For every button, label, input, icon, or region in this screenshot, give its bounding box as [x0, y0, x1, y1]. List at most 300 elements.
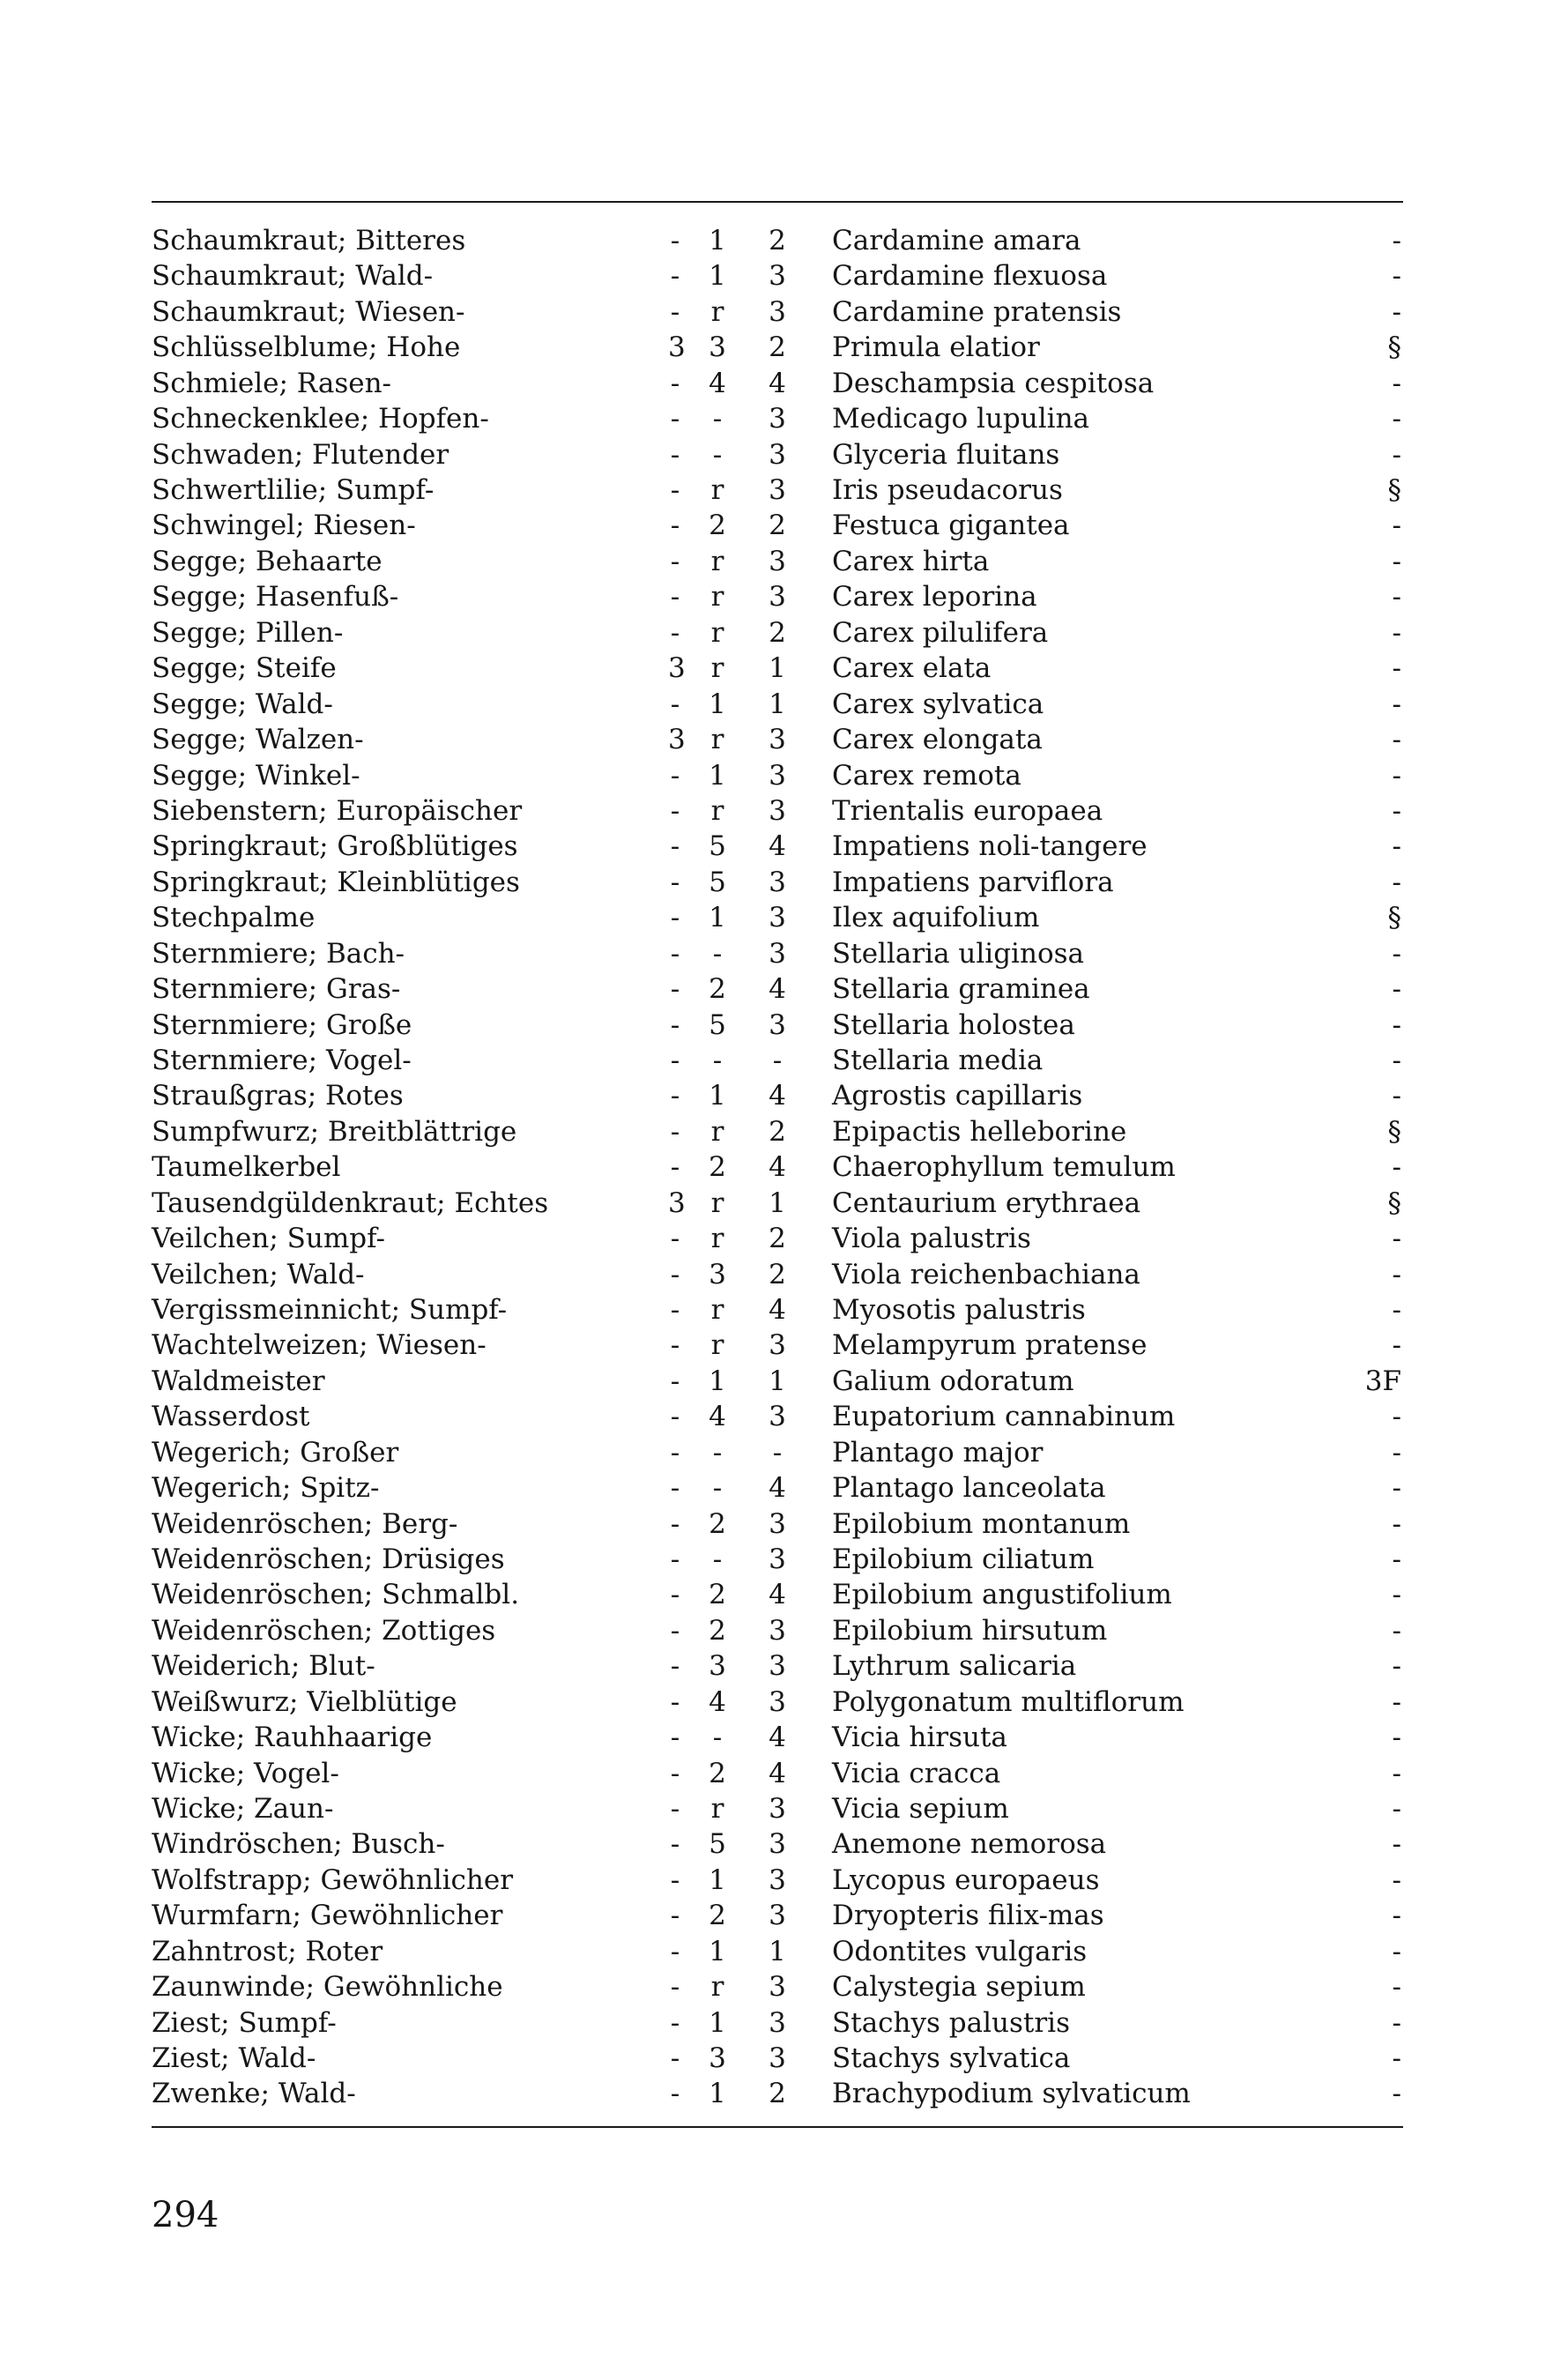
- status: -: [1392, 2078, 1401, 2110]
- german-name: Segge; Steife: [152, 652, 337, 685]
- table-row: [0, 1756, 1560, 1791]
- status: -: [1392, 581, 1401, 614]
- latin-name: Trientalis europaea: [832, 794, 1103, 827]
- status: §: [1387, 1115, 1401, 1148]
- value-col-2: r: [710, 474, 724, 506]
- latin-name: Polygonatum multiflorum: [832, 1685, 1185, 1718]
- value-col-3: 3: [769, 1329, 786, 1362]
- latin-name: Carex hirta: [832, 545, 990, 577]
- value-col-1: -: [670, 1685, 680, 1718]
- value-col-1: 3: [668, 331, 686, 364]
- table-row: [0, 1577, 1560, 1612]
- value-col-2: 4: [709, 1401, 726, 1433]
- table-row: [0, 900, 1560, 935]
- value-col-2: r: [710, 616, 724, 649]
- table-row: [0, 971, 1560, 1007]
- table-row: [0, 366, 1560, 401]
- status: -: [1392, 1900, 1401, 1932]
- top-rule: [152, 201, 1403, 203]
- value-col-3: 3: [769, 1971, 786, 2004]
- value-col-2: 1: [709, 902, 726, 934]
- value-col-1: -: [670, 1507, 680, 1540]
- value-col-2: r: [710, 724, 724, 755]
- table-row: [0, 1399, 1560, 1434]
- value-col-3: 4: [769, 1757, 786, 1789]
- value-col-3: 3: [769, 1685, 786, 1718]
- status: -: [1392, 866, 1401, 898]
- status: -: [1392, 616, 1401, 649]
- value-col-1: -: [670, 1650, 680, 1683]
- latin-name: Epilobium montanum: [832, 1507, 1131, 1540]
- latin-name: Stellaria holostea: [832, 1008, 1075, 1041]
- table-row: [0, 758, 1560, 793]
- value-col-3: 1: [769, 1186, 786, 1219]
- latin-name: Vicia hirsuta: [832, 1722, 1007, 1754]
- value-col-2: 4: [709, 367, 726, 399]
- value-col-1: -: [670, 1863, 680, 1896]
- value-col-2: r: [710, 1293, 724, 1326]
- german-name: Springkraut; Großblütiges: [152, 830, 518, 863]
- german-name: Taumelkerbel: [152, 1151, 341, 1184]
- status: -: [1392, 724, 1401, 755]
- value-col-1: -: [670, 1971, 680, 2004]
- value-col-1: -: [670, 1008, 680, 1041]
- value-col-2: 5: [709, 830, 726, 863]
- value-col-3: 1: [769, 652, 786, 685]
- status: §: [1387, 474, 1401, 506]
- value-col-1: -: [670, 2078, 680, 2110]
- status: -: [1392, 2042, 1401, 2074]
- status: 3F: [1364, 1365, 1401, 1397]
- value-col-1: -: [670, 1614, 680, 1647]
- status: -: [1392, 1436, 1401, 1469]
- german-name: Schaumkraut; Bitteres: [152, 225, 466, 257]
- latin-name: Calystegia sepium: [832, 1971, 1086, 2004]
- german-name: Vergissmeinnicht; Sumpf-: [152, 1293, 508, 1326]
- german-name: Sternmiere; Gras-: [152, 973, 401, 1005]
- german-name: Wurmfarn; Gewöhnlicher: [152, 1900, 503, 1932]
- value-col-2: 3: [709, 2042, 726, 2074]
- table-row: [0, 258, 1560, 294]
- value-col-1: -: [670, 1543, 680, 1575]
- status: -: [1392, 1472, 1401, 1504]
- status: -: [1392, 1792, 1401, 1825]
- value-col-3: 3: [769, 438, 786, 471]
- value-col-3: 3: [769, 866, 786, 898]
- value-col-3: 1: [769, 1935, 786, 1967]
- table-row: [0, 1969, 1560, 2004]
- german-name: Sternmiere; Bach-: [152, 937, 405, 970]
- value-col-3: 4: [769, 1151, 786, 1184]
- value-col-1: -: [670, 1900, 680, 1932]
- value-col-3: 3: [769, 1008, 786, 1041]
- value-col-2: r: [710, 545, 724, 577]
- value-col-2: r: [710, 581, 724, 614]
- value-col-1: -: [670, 403, 680, 435]
- status: -: [1392, 1044, 1401, 1076]
- value-col-1: -: [670, 1293, 680, 1326]
- german-name: Schwertlilie; Sumpf-: [152, 474, 435, 506]
- table-row: [0, 1364, 1560, 1399]
- german-name: Sternmiere; Große: [152, 1008, 412, 1041]
- status: §: [1387, 902, 1401, 934]
- table-row: [0, 2041, 1560, 2076]
- value-col-2: 1: [709, 2006, 726, 2039]
- value-col-2: 1: [709, 759, 726, 792]
- value-col-3: 4: [769, 1080, 786, 1112]
- table-row: [0, 2076, 1560, 2111]
- latin-name: Stachys sylvatica: [832, 2042, 1071, 2074]
- value-col-1: -: [670, 1115, 680, 1148]
- status: -: [1392, 1258, 1401, 1290]
- status: -: [1392, 1329, 1401, 1362]
- value-col-2: 1: [709, 1080, 726, 1112]
- value-col-2: 1: [709, 688, 726, 720]
- value-col-3: 3: [769, 260, 786, 293]
- value-col-1: 3: [668, 724, 686, 755]
- value-col-1: -: [670, 1722, 680, 1754]
- value-col-1: 3: [668, 1186, 686, 1219]
- value-col-3: 3: [769, 1828, 786, 1861]
- value-col-1: -: [670, 1757, 680, 1789]
- latin-name: Chaerophyllum temulum: [832, 1151, 1176, 1184]
- value-col-2: -: [712, 1044, 723, 1076]
- latin-name: Melampyrum pratense: [832, 1329, 1148, 1362]
- value-col-2: r: [710, 1223, 724, 1254]
- german-name: Weißwurz; Vielblütige: [152, 1685, 457, 1718]
- table-row: [0, 1186, 1560, 1221]
- bottom-rule: [152, 2126, 1403, 2128]
- value-col-1: -: [670, 830, 680, 863]
- status: §: [1387, 331, 1401, 364]
- german-name: Sumpfwurz; Breitblättrige: [152, 1115, 517, 1148]
- table-row: [0, 1648, 1560, 1684]
- value-col-3: 2: [769, 331, 786, 364]
- value-col-3: 3: [769, 794, 786, 827]
- german-name: Zaunwinde; Gewöhnliche: [152, 1971, 503, 2004]
- table-row: [0, 1826, 1560, 1862]
- latin-name: Lycopus europaeus: [832, 1863, 1100, 1896]
- latin-name: Impatiens noli-tangere: [832, 830, 1148, 863]
- table-row: [0, 615, 1560, 651]
- value-col-1: -: [670, 1258, 680, 1290]
- latin-name: Carex elata: [832, 652, 992, 685]
- status: -: [1392, 937, 1401, 970]
- status: -: [1392, 2006, 1401, 2039]
- value-col-1: -: [670, 759, 680, 792]
- value-col-3: 3: [769, 1543, 786, 1575]
- value-col-1: -: [670, 1365, 680, 1397]
- value-col-1: -: [670, 545, 680, 577]
- value-col-3: 2: [769, 1223, 786, 1254]
- latin-name: Plantago major: [832, 1436, 1044, 1469]
- status: -: [1392, 1614, 1401, 1647]
- value-col-3: 3: [769, 1507, 786, 1540]
- latin-name: Stellaria uliginosa: [832, 937, 1084, 970]
- status: -: [1392, 759, 1401, 792]
- status: -: [1392, 973, 1401, 1005]
- table-row: [0, 1328, 1560, 1363]
- german-name: Segge; Pillen-: [152, 616, 344, 649]
- german-name: Schaumkraut; Wald-: [152, 260, 434, 293]
- value-col-3: 4: [769, 1722, 786, 1754]
- status: -: [1392, 652, 1401, 685]
- table-row: [0, 1791, 1560, 1826]
- latin-name: Vicia sepium: [832, 1792, 1009, 1825]
- value-col-3: 3: [769, 724, 786, 755]
- value-col-1: -: [670, 1828, 680, 1861]
- value-col-2: 2: [709, 1151, 726, 1184]
- status: -: [1392, 1008, 1401, 1041]
- status: -: [1392, 1828, 1401, 1861]
- value-col-2: -: [712, 1436, 723, 1469]
- value-col-2: 2: [709, 1614, 726, 1647]
- latin-name: Lythrum salicaria: [832, 1650, 1077, 1683]
- value-col-3: 3: [769, 759, 786, 792]
- german-name: Weidenröschen; Schmalbl.: [152, 1579, 520, 1611]
- latin-name: Carex sylvatica: [832, 688, 1044, 720]
- value-col-1: -: [670, 973, 680, 1005]
- table-row: [0, 1613, 1560, 1648]
- value-col-1: -: [670, 1223, 680, 1254]
- status: §: [1387, 1186, 1401, 1219]
- latin-name: Ilex aquifolium: [832, 902, 1040, 934]
- value-col-3: 4: [769, 830, 786, 863]
- value-col-2: r: [710, 1329, 724, 1362]
- value-col-3: 3: [769, 2006, 786, 2039]
- value-col-3: 3: [769, 2042, 786, 2074]
- german-name: Ziest; Sumpf-: [152, 2006, 337, 2039]
- table-row: [0, 2005, 1560, 2041]
- status: -: [1392, 1971, 1401, 2004]
- table-row: [0, 829, 1560, 864]
- value-col-2: -: [712, 438, 723, 471]
- value-col-2: 2: [709, 1757, 726, 1789]
- value-col-3: 3: [769, 1900, 786, 1932]
- table-row: [0, 579, 1560, 614]
- value-col-2: r: [710, 295, 724, 328]
- value-col-1: -: [670, 474, 680, 506]
- page-number: 294: [152, 2195, 219, 2235]
- table-row: [0, 1934, 1560, 1969]
- latin-name: Stachys palustris: [832, 2006, 1070, 2039]
- value-col-1: -: [670, 2042, 680, 2074]
- german-name: Segge; Behaarte: [152, 545, 383, 577]
- latin-name: Medicago lupulina: [832, 403, 1090, 435]
- value-col-3: 3: [769, 581, 786, 614]
- value-col-1: -: [670, 1044, 680, 1076]
- status: -: [1392, 830, 1401, 863]
- latin-name: Agrostis capillaris: [832, 1080, 1083, 1112]
- value-col-1: -: [670, 295, 680, 328]
- status: -: [1392, 438, 1401, 471]
- german-name: Segge; Wald-: [152, 688, 333, 720]
- status: -: [1392, 1401, 1401, 1433]
- status: -: [1392, 1722, 1401, 1754]
- german-name: Schwaden; Flutender: [152, 438, 449, 471]
- table-row: [0, 294, 1560, 330]
- german-name: Windröschen; Busch-: [152, 1828, 445, 1861]
- table-row: [0, 508, 1560, 543]
- german-name: Wicke; Zaun-: [152, 1792, 334, 1825]
- german-name: Wolfstrapp; Gewöhnlicher: [152, 1863, 514, 1896]
- value-col-2: -: [712, 937, 723, 970]
- table-row: [0, 793, 1560, 829]
- table-row: [0, 865, 1560, 900]
- status: -: [1392, 509, 1401, 542]
- value-col-3: -: [772, 1436, 783, 1469]
- status: -: [1392, 1080, 1401, 1112]
- table-row: [0, 1221, 1560, 1256]
- german-name: Wicke; Vogel-: [152, 1757, 339, 1789]
- value-col-2: r: [710, 1115, 724, 1148]
- status: -: [1392, 1685, 1401, 1718]
- german-name: Weidenröschen; Drüsiges: [152, 1543, 505, 1575]
- value-col-3: 2: [769, 2078, 786, 2110]
- status: -: [1392, 403, 1401, 435]
- latin-name: Primula elatior: [832, 331, 1040, 364]
- value-col-1: -: [670, 1436, 680, 1469]
- value-col-1: -: [670, 688, 680, 720]
- latin-name: Carex pilulifera: [832, 616, 1049, 649]
- value-col-3: 3: [769, 902, 786, 934]
- table-row: [0, 1008, 1560, 1043]
- value-col-1: -: [670, 367, 680, 399]
- value-col-1: -: [670, 794, 680, 827]
- latin-name: Odontites vulgaris: [832, 1935, 1088, 1967]
- latin-name: Cardamine flexuosa: [832, 260, 1108, 293]
- table-row: [0, 687, 1560, 722]
- latin-name: Iris pseudacorus: [832, 474, 1063, 506]
- value-col-2: 1: [709, 225, 726, 257]
- value-col-3: 1: [769, 1365, 786, 1397]
- value-col-3: 4: [769, 367, 786, 399]
- value-col-3: 4: [769, 1472, 786, 1504]
- value-col-3: 4: [769, 1579, 786, 1611]
- latin-name: Dryopteris filix-mas: [832, 1900, 1104, 1932]
- table-row: [0, 1257, 1560, 1292]
- table-row: [0, 1435, 1560, 1470]
- german-name: Wegerich; Spitz-: [152, 1472, 380, 1504]
- latin-name: Impatiens parviflora: [832, 866, 1114, 898]
- german-name: Schlüsselblume; Hohe: [152, 331, 461, 364]
- value-col-3: 2: [769, 1115, 786, 1148]
- table-row: [0, 401, 1560, 436]
- status: -: [1392, 367, 1401, 399]
- latin-name: Myosotis palustris: [832, 1293, 1086, 1326]
- value-col-2: r: [710, 1971, 724, 2004]
- status: -: [1392, 1935, 1401, 1967]
- latin-name: Galium odoratum: [832, 1365, 1074, 1397]
- german-name: Weidenröschen; Zottiges: [152, 1614, 496, 1647]
- value-col-3: 1: [769, 688, 786, 720]
- table-row: [0, 544, 1560, 579]
- status: -: [1392, 1650, 1401, 1683]
- status: -: [1392, 1863, 1401, 1896]
- value-col-2: 4: [709, 1685, 726, 1718]
- status: -: [1392, 1579, 1401, 1611]
- value-col-3: 4: [769, 1293, 786, 1326]
- value-col-2: 2: [709, 973, 726, 1005]
- value-col-3: 3: [769, 1401, 786, 1433]
- value-col-2: r: [710, 1186, 724, 1219]
- value-col-2: -: [712, 403, 723, 435]
- value-col-1: -: [670, 1579, 680, 1611]
- value-col-1: -: [670, 509, 680, 542]
- german-name: Straußgras; Rotes: [152, 1080, 404, 1112]
- value-col-3: 3: [769, 295, 786, 328]
- latin-name: Vicia cracca: [832, 1757, 1001, 1789]
- value-col-3: 2: [769, 225, 786, 257]
- value-col-2: -: [712, 1722, 723, 1754]
- value-col-3: 3: [769, 1650, 786, 1683]
- status: -: [1392, 1223, 1401, 1254]
- german-name: Springkraut; Kleinblütiges: [152, 866, 520, 898]
- value-col-2: 1: [709, 2078, 726, 2110]
- german-name: Waldmeister: [152, 1365, 325, 1397]
- status: -: [1392, 1507, 1401, 1540]
- latin-name: Carex elongata: [832, 724, 1043, 755]
- value-col-1: -: [670, 937, 680, 970]
- value-col-1: -: [670, 2006, 680, 2039]
- value-col-1: -: [670, 1329, 680, 1362]
- value-col-2: 2: [709, 1579, 726, 1611]
- value-col-3: 3: [769, 937, 786, 970]
- german-name: Wasserdost: [152, 1401, 310, 1433]
- german-name: Schaumkraut; Wiesen-: [152, 295, 465, 328]
- german-name: Wicke; Rauhhaarige: [152, 1722, 433, 1754]
- value-col-2: 1: [709, 1863, 726, 1896]
- table-row: [0, 1506, 1560, 1542]
- value-col-2: r: [710, 794, 724, 827]
- value-col-1: 3: [668, 652, 686, 685]
- status: -: [1392, 545, 1401, 577]
- german-name: Siebenstern; Europäischer: [152, 794, 523, 827]
- value-col-3: 2: [769, 509, 786, 542]
- value-col-1: -: [670, 866, 680, 898]
- german-name: Segge; Hasenfuß-: [152, 581, 399, 614]
- value-col-2: 3: [709, 1650, 726, 1683]
- german-name: Wachtelweizen; Wiesen-: [152, 1329, 487, 1362]
- latin-name: Epilobium hirsutum: [832, 1614, 1108, 1647]
- value-col-2: 2: [709, 509, 726, 542]
- table-row: [0, 330, 1560, 365]
- german-name: Tausendgüldenkraut; Echtes: [152, 1186, 549, 1219]
- german-name: Veilchen; Wald-: [152, 1258, 365, 1290]
- table-row: [0, 1470, 1560, 1506]
- value-col-2: -: [712, 1472, 723, 1504]
- table-row: [0, 437, 1560, 472]
- status: -: [1392, 225, 1401, 257]
- status: -: [1392, 688, 1401, 720]
- value-col-3: 3: [769, 1792, 786, 1825]
- value-col-1: -: [670, 1935, 680, 1967]
- status: -: [1392, 295, 1401, 328]
- value-col-1: -: [670, 1080, 680, 1112]
- table-row: [0, 1149, 1560, 1185]
- value-col-2: 1: [709, 260, 726, 293]
- table-row: [0, 651, 1560, 686]
- table-row: [0, 1898, 1560, 1933]
- value-col-3: 2: [769, 1258, 786, 1290]
- latin-name: Anemone nemorosa: [832, 1828, 1107, 1861]
- german-name: Segge; Walzen-: [152, 724, 364, 755]
- status: -: [1392, 1543, 1401, 1575]
- latin-name: Festuca gigantea: [832, 509, 1070, 542]
- german-name: Veilchen; Sumpf-: [152, 1223, 385, 1254]
- table-row: [0, 1720, 1560, 1755]
- value-col-2: 5: [709, 866, 726, 898]
